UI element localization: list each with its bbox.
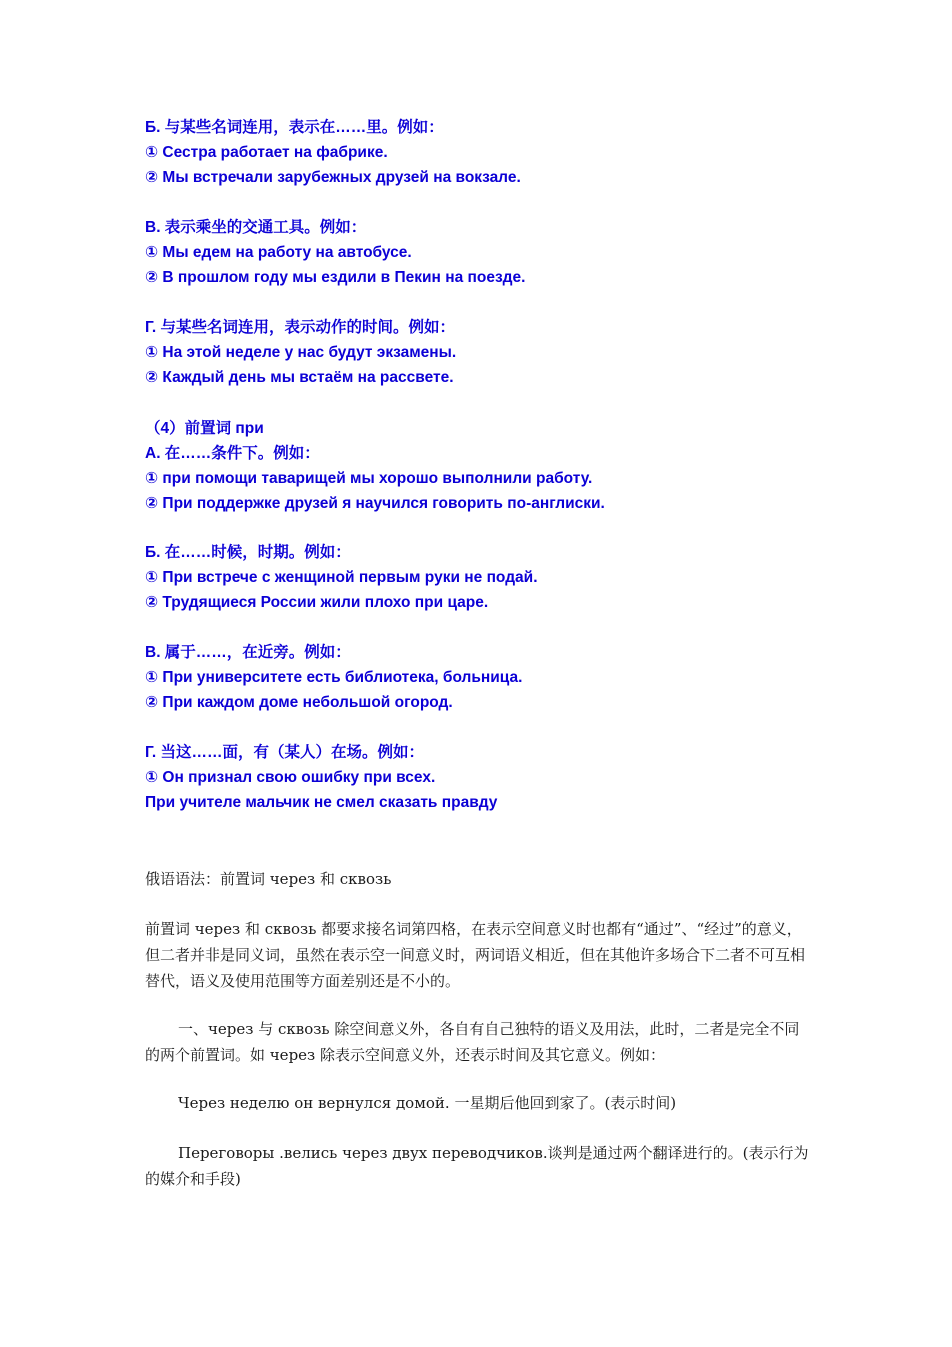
section-heading: （4）前置词 при	[145, 420, 264, 437]
example-line: ② Каждый день мы встаём на рассвете.	[145, 369, 454, 386]
section-subheading: А. 在……条件下。例如：	[145, 445, 320, 462]
section-heading: Б. 在……时候，时期。例如：	[145, 544, 351, 561]
example-line: ② При каждом доме небольшой огород.	[145, 694, 453, 711]
section-heading: Г. 当这……面，有（某人）在场。例如：	[145, 744, 424, 761]
article-example-1	[145, 1090, 813, 1116]
example-line: ① На этой неделе у нас будут экзамены.	[145, 344, 457, 361]
paragraph-text: 一、через 与 сквозь 除空间意义外，各自有自己独特的语义及用法，此时，二者是完全不同的两个前置词。如 через 除表示空间意义外，还表示时间及其它意义。例如：	[145, 1020, 800, 1064]
example-text: Переговоры .велись через двух переводчиков.谈判是通过两个翻译进行的。(表示行为的媒介和手段)	[145, 1144, 809, 1188]
example-line: ② Трудящиеся России жили плохо при царе.	[145, 594, 489, 611]
blue-section-b-location	[145, 115, 885, 190]
blue-section-pri-g	[145, 740, 885, 815]
blue-section-pri-v	[145, 640, 885, 715]
paragraph-text: 前置词 через 和 сквозь 都要求接名词第四格，在表示空间意义时也都有“通过”、“经过”的意义，但二者并非是同义词，虽然在表示空一间意义时，两词语义相近，但在其他许多场合下二者不可互相替代，语义及使用范围等方面差别还是不小的。	[145, 920, 806, 990]
example-line: ② В прошлом году мы ездили в Пекин на поезде.	[145, 269, 526, 286]
example-line: При учителе мальчик не смел сказать правду	[145, 794, 498, 811]
example-line: ① Сестра работает на фабрике.	[145, 144, 388, 161]
section-heading: В. 表示乘坐的交通工具。例如：	[145, 219, 367, 236]
blue-section-pri-a	[145, 416, 885, 516]
article-paragraph-2	[145, 1016, 813, 1068]
example-line: ① Мы едем на работу на автобусе.	[145, 244, 412, 261]
example-line: ① При встрече с женщиной первым руки не подай.	[145, 569, 538, 586]
section-heading: В. 属于……，在近旁。例如：	[145, 644, 351, 661]
blue-section-g-time	[145, 315, 885, 390]
section-heading: Б. 与某些名词连用，表示在……里。例如：	[145, 119, 444, 136]
example-line: ① при помощи таварищей мы хорошо выполнили работу.	[145, 470, 593, 487]
section-heading: Г. 与某些名词连用，表示动作的时间。例如：	[145, 319, 455, 336]
article-example-2	[145, 1140, 813, 1192]
example-line: ① При университете есть библиотека, больница.	[145, 669, 523, 686]
example-line: ① Он признал свою ошибку при всех.	[145, 769, 436, 786]
article-title	[145, 866, 813, 892]
example-line: ② Мы встречали зарубежных друзей на вокзале.	[145, 169, 521, 186]
blue-section-pri-b	[145, 540, 885, 615]
example-line: ② При поддержке друзей я научился говорить по-англиски.	[145, 495, 605, 512]
article-paragraph-1	[145, 916, 813, 994]
article-title-text: 俄语语法：前置词 через 和 сквозь	[145, 870, 392, 888]
example-text: Через неделю он вернулся домой. 一星期后他回到家了。(表示时间)	[178, 1094, 677, 1112]
blue-section-v-transport	[145, 215, 885, 290]
